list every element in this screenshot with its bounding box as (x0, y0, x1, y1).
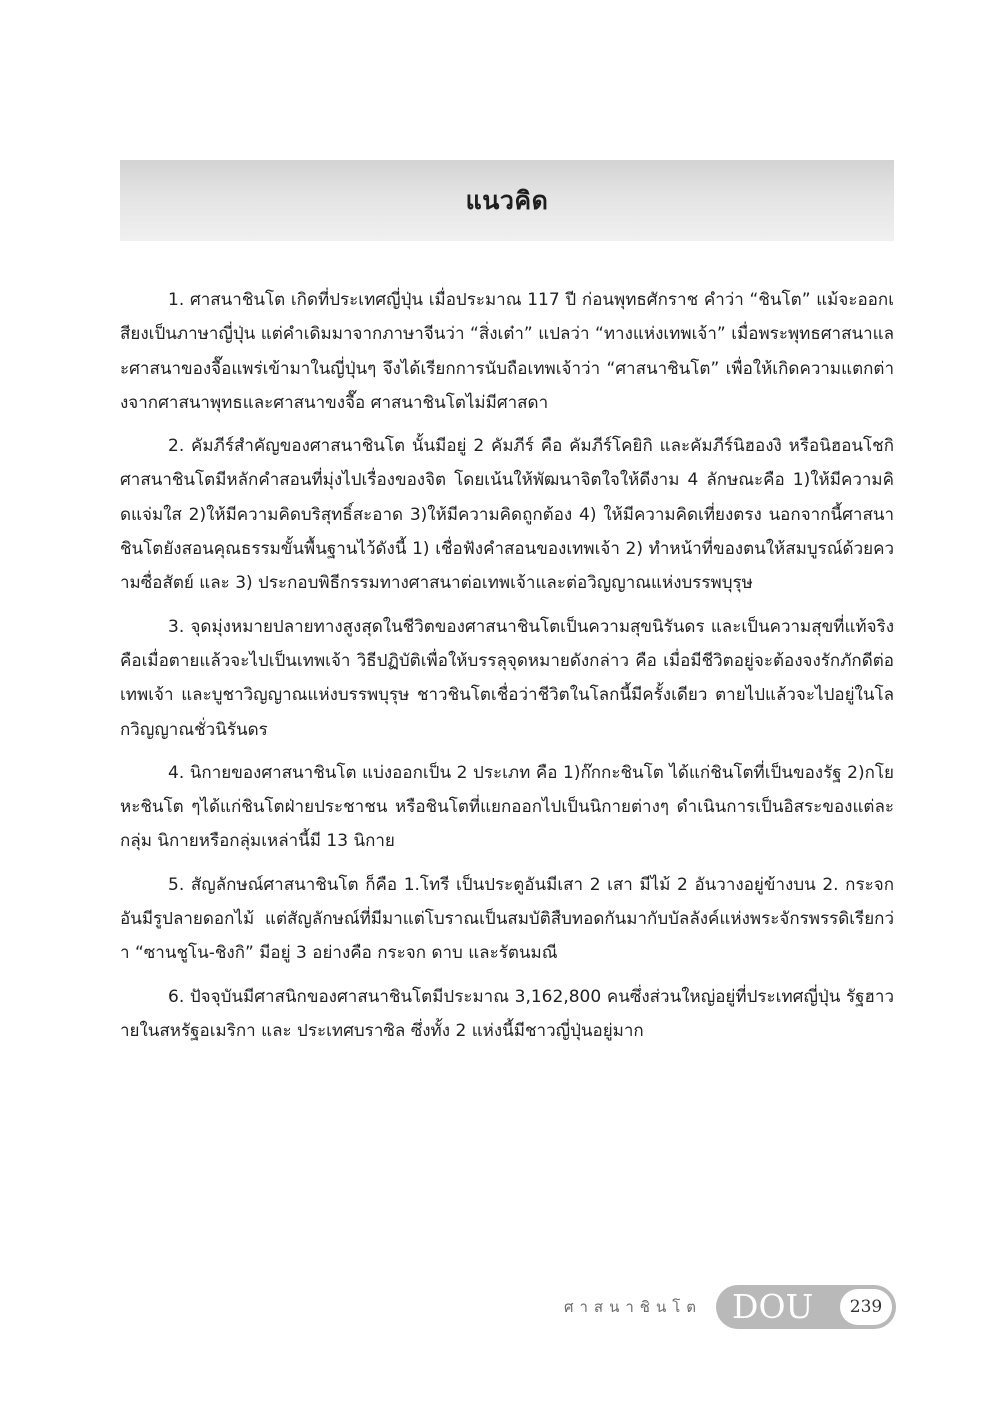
page-number: 239 (840, 1289, 892, 1325)
section-title: แนวคิด (465, 185, 549, 215)
concept-paragraph-4: 4. นิกายของศาสนาชินโต แบ่งออกเป็น 2 ประเภท คือ 1)ก๊กกะชินโต ได้แก่ชินโตที่เป็นของรัฐ 2)กโยหะชินโต ๆได้แก่ชินโตฝ่ายประชาชน หรือชินโตที่แยกออกไปเป็นนิกายต่างๆ ดำเนินการเป็นอิสระของแต่ละกลุ่ม นิกายหรือกลุ่มเหล่านี้มี 13 นิกาย (120, 762, 894, 852)
concept-paragraph-6: 6. ปัจจุบันมีศาสนิกของศาสนาชินโตมีประมาณ 3,162,800 คนซึ่งส่วนใหญ่อยู่ที่ประเทศญี่ปุ่น รัฐฮาวายในสหรัฐอเมริกา และ ประเทศบราซิล ซึ่งทั้ง 2 แห่งนี้มีชาวญี่ปุ่นอยู่มาก (120, 986, 894, 1041)
concept-body (120, 283, 894, 1057)
dou-logo: DOU (732, 1287, 814, 1326)
footer-badge (716, 1285, 896, 1329)
footer-book-title: ศาสนาชินโต (563, 1298, 702, 1316)
concept-header-band (120, 160, 894, 241)
concept-paragraph-1: 1. ศาสนาชินโต เกิดที่ประเทศญี่ปุ่น เมื่อประมาณ 117 ปี ก่อนพุทธศักราช คำว่า “ชินโต” แม้จะออกเสียงเป็นภาษาญี่ปุ่น แต่คำเดิมมาจากภาษาจีนว่า “สิ่งเต๋า” แปลว่า “ทางแห่งเทพเจ้า” เมื่อพระพุทธศาสนาและศาสนาของจื๊อแพร่เข้ามาในญี่ปุ่นๆ จึงได้เรียกการนับถือเทพเจ้าว่า “ศาสนาชินโต” เพื่อให้เกิดความแตกต่างจากศาสนาพุทธและศาสนาขงจื๊อ ศาสนาชินโตไม่มีศาสดา (120, 290, 894, 413)
concept-paragraph-5: 5. สัญลักษณ์ศาสนาชินโต ก็คือ 1.โทรี เป็นประตูอันมีเสา 2 เสา มีไม้ 2 อันวางอยู่ข้างบน 2. กระจก อันมีรูปลายดอกไม้ แต่สัญลักษณ์ที่มีมาแต่โบราณเป็นสมบัติสืบทอดกันมากับบัลลังค์แห่งพระจักรพรรดิเรียกว่า “ซานชูโน-ชิงกิ” มีอยู่ 3 อย่างคือ กระจก ดาบ และรัตนมณี (120, 874, 894, 964)
concept-paragraph-2: 2. คัมภีร์สำคัญของศาสนาชินโต นั้นมีอยู่ 2 คัมภีร์ คือ คัมภีร์โคยิกิ และคัมภีร์นิฮองงิ หรือนิฮอนโชกิ ศาสนาชินโตมีหลักคำสอนที่มุ่งไปเรื่องของจิต โดยเน้นให้พัฒนาจิตใจให้ดีงาม 4 ลักษณะคือ 1)ให้มีความคิดแจ่มใส 2)ให้มีความคิดบริสุทธิ์สะอาด 3)ให้มีความคิดถูกต้อง 4) ให้มีความคิดเที่ยงตรง นอกจากนี้ศาสนาชินโตยังสอนคุณธรรมขั้นพื้นฐานไว้ดังนี้ 1) เชื่อฟังคำสอนของเทพเจ้า 2) ทำหน้าที่ของตนให้สมบูรณ์ด้วยความซื่อสัตย์ และ 3) ประกอบพิธีกรรมทางศาสนาต่อเทพเจ้าและต่อวิญญาณแห่งบรรพบุรุษ (120, 436, 894, 594)
concept-paragraph-3: 3. จุดมุ่งหมายปลายทางสูงสุดในชีวิตของศาสนาชินโตเป็นความสุขนิรันดร และเป็นความสุขที่แท้จริง คือเมื่อตายแล้วจะไปเป็นเทพเจ้า วิธีปฏิบัติเพื่อให้บรรลุจุดหมายดังกล่าว คือ เมื่อมีชีวิตอยู่จะต้องจงรักภักดีต่อเทพเจ้า และบูชาวิญญาณแห่งบรรพบุรุษ ชาวชินโตเชื่อว่าชีวิตในโลกนี้มีครั้งเดียว ตายไปแล้วจะไปอยู่ในโลกวิญญาณชั่วนิรันดร (120, 616, 894, 740)
page-footer (560, 1285, 896, 1329)
